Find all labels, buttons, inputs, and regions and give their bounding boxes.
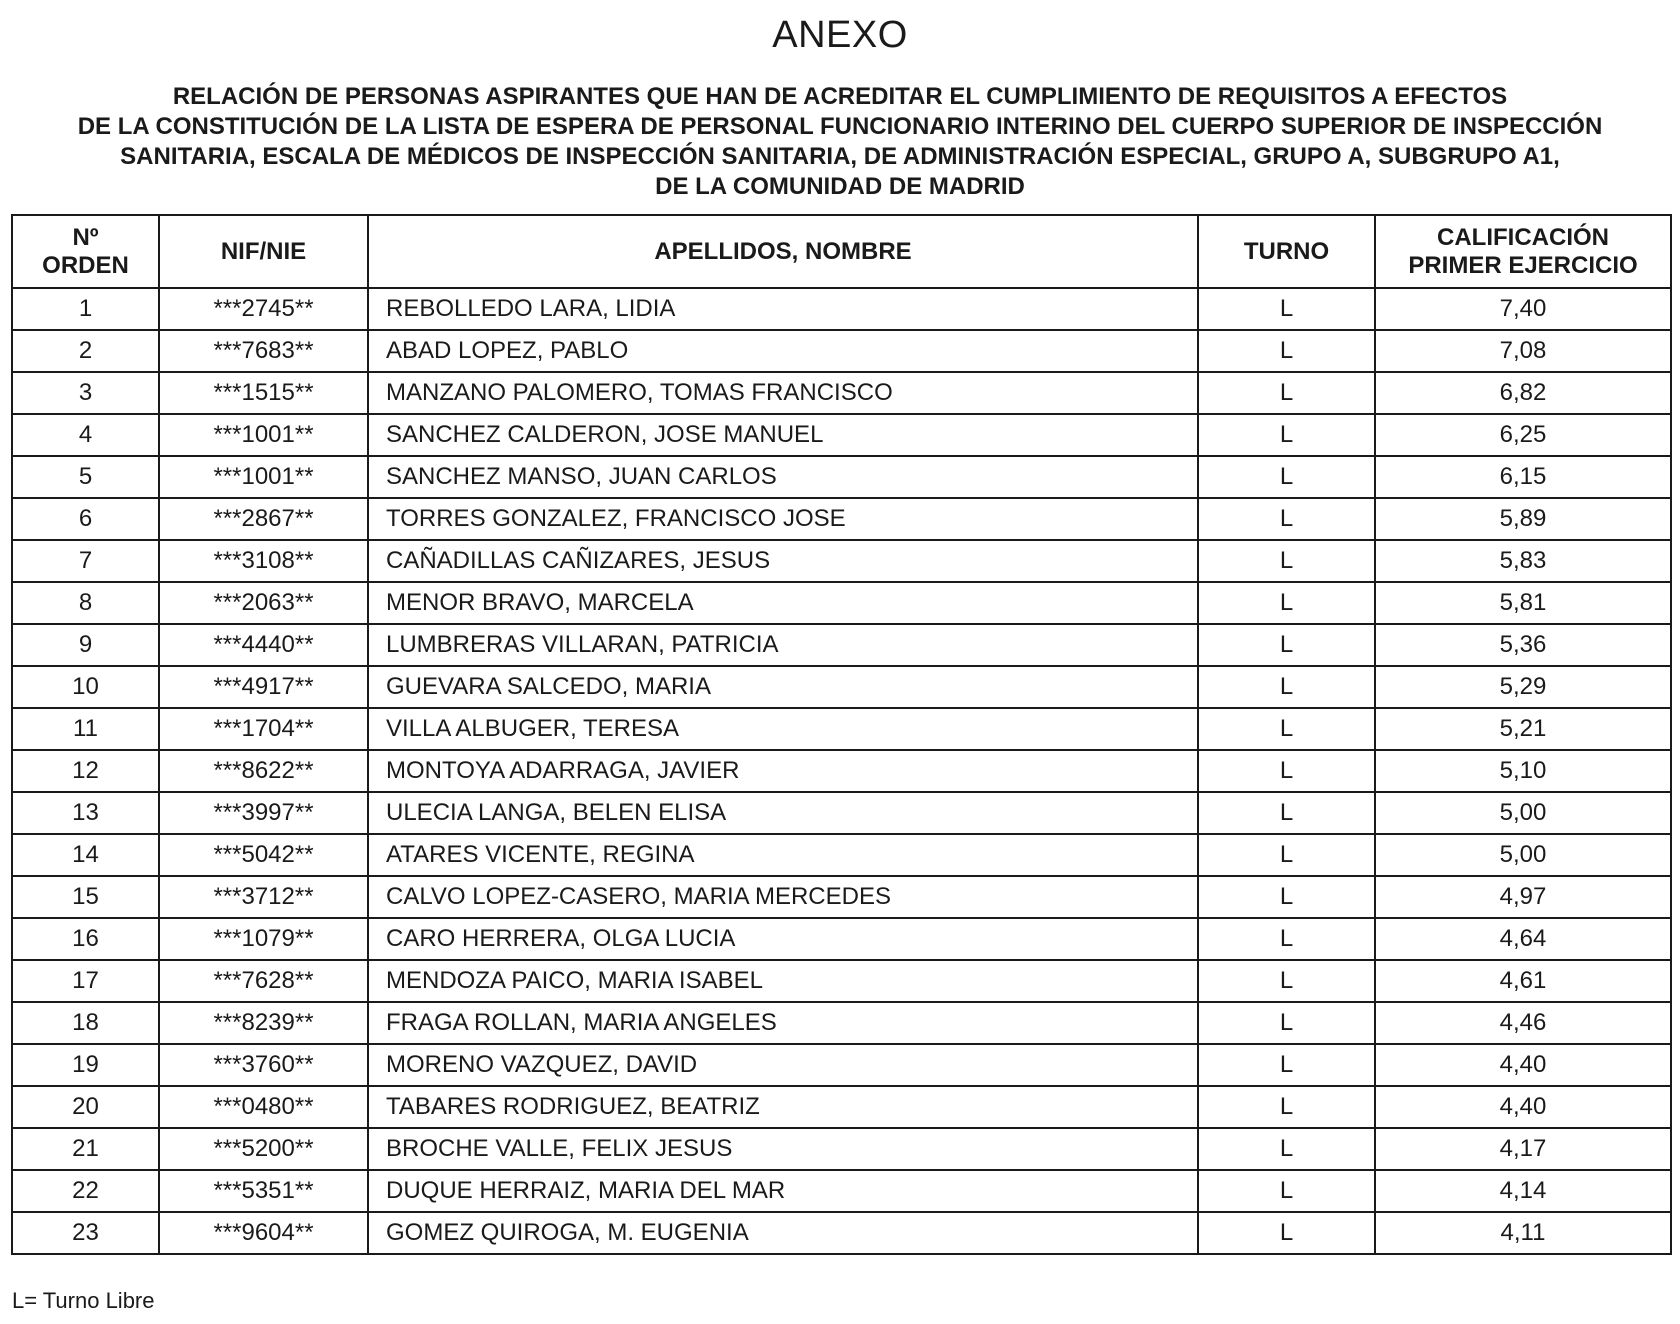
cell-nif: ***3997** xyxy=(159,792,368,834)
cell-orden: 10 xyxy=(12,666,159,708)
cell-nombre: MANZANO PALOMERO, TOMAS FRANCISCO xyxy=(368,372,1198,414)
cell-orden: 4 xyxy=(12,414,159,456)
cell-nombre: MORENO VAZQUEZ, DAVID xyxy=(368,1044,1198,1086)
column-header-calificacion xyxy=(1375,215,1671,288)
table-row xyxy=(12,960,1671,1002)
cell-orden: 6 xyxy=(12,498,159,540)
table-row xyxy=(12,372,1671,414)
cell-nif: ***7683** xyxy=(159,330,368,372)
cell-turno: L xyxy=(1198,918,1375,960)
table-row xyxy=(12,330,1671,372)
cell-orden: 11 xyxy=(12,708,159,750)
table-row xyxy=(12,1086,1671,1128)
cell-nif: ***4440** xyxy=(159,624,368,666)
cell-orden: 16 xyxy=(12,918,159,960)
cell-nombre: ULECIA LANGA, BELEN ELISA xyxy=(368,792,1198,834)
cell-turno: L xyxy=(1198,498,1375,540)
cell-orden: 19 xyxy=(12,1044,159,1086)
cell-calificacion: 4,14 xyxy=(1375,1170,1671,1212)
table-row xyxy=(12,666,1671,708)
table-row xyxy=(12,1044,1671,1086)
subtitle-line: RELACIÓN DE PERSONAS ASPIRANTES QUE HAN DE ACREDITAR EL CUMPLIMIENTO DE REQUISITOS A EFECTOS xyxy=(172,83,1508,110)
cell-nombre: MONTOYA ADARRAGA, JAVIER xyxy=(368,750,1198,792)
cell-turno: L xyxy=(1198,288,1375,330)
cell-turno: L xyxy=(1198,330,1375,372)
cell-nombre: ABAD LOPEZ, PABLO xyxy=(368,330,1198,372)
cell-calificacion: 5,36 xyxy=(1375,624,1671,666)
cell-nombre: TORRES GONZALEZ, FRANCISCO JOSE xyxy=(368,498,1198,540)
legend-note: L= Turno Libre xyxy=(12,1288,155,1313)
table-row xyxy=(12,834,1671,876)
candidates-table xyxy=(11,214,1672,1255)
cell-nombre: TABARES RODRIGUEZ, BEATRIZ xyxy=(368,1086,1198,1128)
cell-orden: 5 xyxy=(12,456,159,498)
column-header-orden-line1: Nº xyxy=(72,223,99,251)
page-title: ANEXO xyxy=(772,14,908,56)
cell-turno: L xyxy=(1198,624,1375,666)
column-header-nombre: APELLIDOS, NOMBRE xyxy=(368,215,1198,288)
cell-calificacion: 4,64 xyxy=(1375,918,1671,960)
cell-calificacion: 7,40 xyxy=(1375,288,1671,330)
cell-nombre: VILLA ALBUGER, TERESA xyxy=(368,708,1198,750)
column-header-turno: TURNO xyxy=(1198,215,1375,288)
table-row xyxy=(12,1128,1671,1170)
cell-nif: ***9604** xyxy=(159,1212,368,1254)
cell-calificacion: 5,83 xyxy=(1375,540,1671,582)
cell-nombre: LUMBRERAS VILLARAN, PATRICIA xyxy=(368,624,1198,666)
subtitle-line: SANITARIA, ESCALA DE MÉDICOS DE INSPECCIÓN SANITARIA, DE ADMINISTRACIÓN ESPECIAL, GRUPO A, SUBGRUPO A1, xyxy=(120,143,1560,170)
column-header-orden-line2: ORDEN xyxy=(42,251,129,279)
table-row xyxy=(12,288,1671,330)
table-header-row xyxy=(12,215,1671,288)
cell-nif: ***7628** xyxy=(159,960,368,1002)
cell-nif: ***3760** xyxy=(159,1044,368,1086)
cell-turno: L xyxy=(1198,456,1375,498)
cell-orden: 22 xyxy=(12,1170,159,1212)
cell-orden: 23 xyxy=(12,1212,159,1254)
cell-calificacion: 4,97 xyxy=(1375,876,1671,918)
cell-turno: L xyxy=(1198,414,1375,456)
cell-nombre: FRAGA ROLLAN, MARIA ANGELES xyxy=(368,1002,1198,1044)
cell-orden: 21 xyxy=(12,1128,159,1170)
cell-nombre: CALVO LOPEZ-CASERO, MARIA MERCEDES xyxy=(368,876,1198,918)
cell-nombre: CARO HERRERA, OLGA LUCIA xyxy=(368,918,1198,960)
cell-nif: ***2867** xyxy=(159,498,368,540)
cell-turno: L xyxy=(1198,792,1375,834)
column-header-calificacion-line1: CALIFICACIÓN xyxy=(1437,223,1609,251)
cell-turno: L xyxy=(1198,834,1375,876)
cell-nombre: MENOR BRAVO, MARCELA xyxy=(368,582,1198,624)
cell-nombre: SANCHEZ MANSO, JUAN CARLOS xyxy=(368,456,1198,498)
cell-orden: 14 xyxy=(12,834,159,876)
cell-nif: ***3108** xyxy=(159,540,368,582)
table-row xyxy=(12,750,1671,792)
cell-turno: L xyxy=(1198,1212,1375,1254)
table-row xyxy=(12,1170,1671,1212)
column-header-orden xyxy=(12,215,159,288)
cell-nif: ***3712** xyxy=(159,876,368,918)
cell-nif: ***5200** xyxy=(159,1128,368,1170)
column-header-nif: NIF/NIE xyxy=(159,215,368,288)
cell-orden: 12 xyxy=(12,750,159,792)
cell-calificacion: 4,40 xyxy=(1375,1086,1671,1128)
table-row xyxy=(12,1002,1671,1044)
cell-turno: L xyxy=(1198,708,1375,750)
table-row xyxy=(12,540,1671,582)
table-body xyxy=(12,288,1671,1254)
subtitle-line: DE LA CONSTITUCIÓN DE LA LISTA DE ESPERA DE PERSONAL FUNCIONARIO INTERINO DEL CUERPO SUPERIOR DE INSPECCIÓN xyxy=(77,113,1603,140)
cell-nombre: REBOLLEDO LARA, LIDIA xyxy=(368,288,1198,330)
table-row xyxy=(12,582,1671,624)
cell-orden: 20 xyxy=(12,1086,159,1128)
table-row xyxy=(12,498,1671,540)
cell-calificacion: 6,82 xyxy=(1375,372,1671,414)
cell-turno: L xyxy=(1198,1128,1375,1170)
cell-calificacion: 5,29 xyxy=(1375,666,1671,708)
cell-orden: 3 xyxy=(12,372,159,414)
cell-nif: ***8622** xyxy=(159,750,368,792)
cell-orden: 9 xyxy=(12,624,159,666)
cell-nif: ***8239** xyxy=(159,1002,368,1044)
cell-orden: 15 xyxy=(12,876,159,918)
table-row xyxy=(12,792,1671,834)
cell-nif: ***1001** xyxy=(159,456,368,498)
table-row xyxy=(12,456,1671,498)
cell-nif: ***1515** xyxy=(159,372,368,414)
cell-turno: L xyxy=(1198,1170,1375,1212)
cell-turno: L xyxy=(1198,1086,1375,1128)
table-row xyxy=(12,624,1671,666)
document-subtitle xyxy=(0,82,1680,202)
cell-calificacion: 4,61 xyxy=(1375,960,1671,1002)
cell-nif: ***2745** xyxy=(159,288,368,330)
cell-calificacion: 5,89 xyxy=(1375,498,1671,540)
cell-nif: ***5042** xyxy=(159,834,368,876)
cell-turno: L xyxy=(1198,876,1375,918)
cell-nif: ***1704** xyxy=(159,708,368,750)
cell-nombre: DUQUE HERRAIZ, MARIA DEL MAR xyxy=(368,1170,1198,1212)
cell-calificacion: 5,00 xyxy=(1375,834,1671,876)
table-row xyxy=(12,918,1671,960)
cell-turno: L xyxy=(1198,1044,1375,1086)
cell-orden: 13 xyxy=(12,792,159,834)
cell-nombre: BROCHE VALLE, FELIX JESUS xyxy=(368,1128,1198,1170)
column-header-calificacion-line2: PRIMER EJERCICIO xyxy=(1408,251,1638,279)
cell-nif: ***0480** xyxy=(159,1086,368,1128)
cell-nif: ***1079** xyxy=(159,918,368,960)
cell-turno: L xyxy=(1198,666,1375,708)
cell-nombre: MENDOZA PAICO, MARIA ISABEL xyxy=(368,960,1198,1002)
cell-calificacion: 5,81 xyxy=(1375,582,1671,624)
cell-nif: ***5351** xyxy=(159,1170,368,1212)
cell-orden: 18 xyxy=(12,1002,159,1044)
cell-calificacion: 4,40 xyxy=(1375,1044,1671,1086)
cell-calificacion: 7,08 xyxy=(1375,330,1671,372)
subtitle-line: DE LA COMUNIDAD DE MADRID xyxy=(655,173,1025,200)
cell-nif: ***4917** xyxy=(159,666,368,708)
cell-turno: L xyxy=(1198,372,1375,414)
cell-calificacion: 6,15 xyxy=(1375,456,1671,498)
cell-nif: ***1001** xyxy=(159,414,368,456)
table-row xyxy=(12,708,1671,750)
cell-turno: L xyxy=(1198,960,1375,1002)
cell-calificacion: 5,00 xyxy=(1375,792,1671,834)
cell-turno: L xyxy=(1198,540,1375,582)
cell-calificacion: 6,25 xyxy=(1375,414,1671,456)
cell-calificacion: 5,10 xyxy=(1375,750,1671,792)
cell-orden: 17 xyxy=(12,960,159,1002)
cell-nombre: SANCHEZ CALDERON, JOSE MANUEL xyxy=(368,414,1198,456)
table-row xyxy=(12,1212,1671,1254)
cell-nombre: CAÑADILLAS CAÑIZARES, JESUS xyxy=(368,540,1198,582)
cell-nombre: GOMEZ QUIROGA, M. EUGENIA xyxy=(368,1212,1198,1254)
cell-orden: 1 xyxy=(12,288,159,330)
cell-turno: L xyxy=(1198,750,1375,792)
cell-calificacion: 5,21 xyxy=(1375,708,1671,750)
cell-turno: L xyxy=(1198,582,1375,624)
cell-calificacion: 4,17 xyxy=(1375,1128,1671,1170)
cell-calificacion: 4,11 xyxy=(1375,1212,1671,1254)
cell-nif: ***2063** xyxy=(159,582,368,624)
cell-calificacion: 4,46 xyxy=(1375,1002,1671,1044)
cell-orden: 7 xyxy=(12,540,159,582)
cell-nombre: ATARES VICENTE, REGINA xyxy=(368,834,1198,876)
cell-nombre: GUEVARA SALCEDO, MARIA xyxy=(368,666,1198,708)
cell-turno: L xyxy=(1198,1002,1375,1044)
cell-orden: 8 xyxy=(12,582,159,624)
cell-orden: 2 xyxy=(12,330,159,372)
table-row xyxy=(12,414,1671,456)
table-row xyxy=(12,876,1671,918)
